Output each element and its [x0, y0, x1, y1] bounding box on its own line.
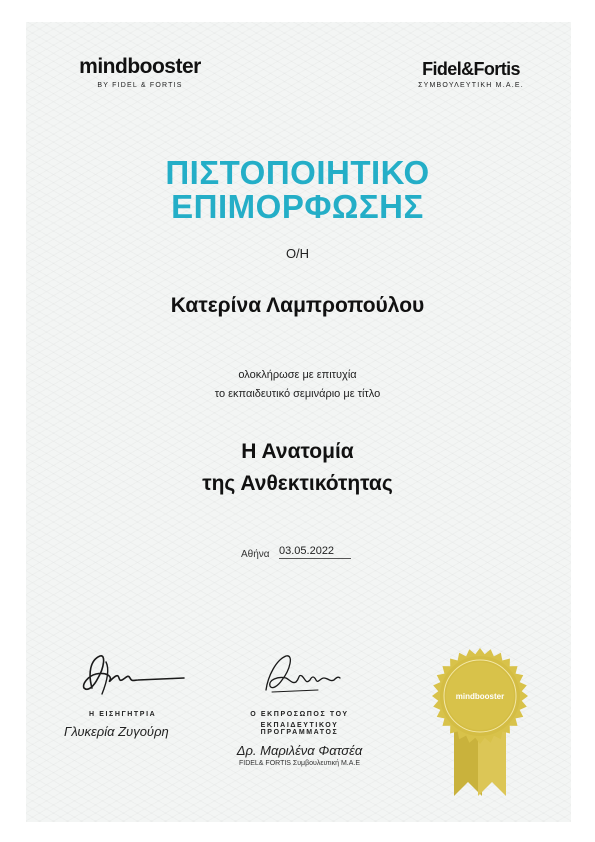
instructor-name: Γλυκερία Ζυγούρη [64, 724, 169, 739]
completion-text-line1: ολοκλήρωσε με επιτυχία [238, 369, 357, 381]
certificate-title-line2: ΕΠΙΜΟΡΦΩΣΗΣ [171, 188, 424, 225]
representative-role-line1: Ο ΕΚΠΡΟΣΩΠΟΣ ΤΟΥ [250, 711, 349, 718]
fidel-fortis-logo-mark: Fidel&Fortis [422, 59, 520, 79]
fidel-fortis-logo-tagline: ΣΥΜΒΟΥΛΕΥΤΙΚΗ Μ.Α.Ε. [418, 82, 524, 89]
mindbooster-logo [70, 56, 210, 89]
recipient-prefix: Ο/Η [285, 246, 310, 261]
instructor-role: Η ΕΙΣΗΓΗΤΡΙΑ [89, 711, 157, 718]
mindbooster-logo-mark: mindbooster [79, 55, 201, 78]
representative-name: Δρ. Μαριλένα Φατσέα [236, 743, 363, 758]
instructor-signature [76, 650, 196, 700]
fidel-fortis-logo [408, 60, 534, 89]
course-title-line1: Η Ανατομία [241, 440, 354, 463]
course-title-line2: της Ανθεκτικότητας [202, 472, 393, 495]
representative-role-line2: ΕΚΠΑΙΔΕΥΤΙΚΟΥ ΠΡΟΓΡΑΜΜΑΤΟΣ [260, 722, 339, 736]
representative-company: FIDEL& FORTIS Συμβουλευτική Μ.Α.Ε [238, 760, 361, 767]
gold-seal-ribbon-icon [424, 640, 536, 800]
recipient-name: Κατερίνα Λαμπροπούλου [170, 294, 425, 317]
mindbooster-logo-tagline: BY FIDEL & FORTIS [97, 82, 183, 89]
seal-text: mindbooster [455, 692, 505, 701]
certificate-title-line1: ΠΙΣΤΟΠΟΙΗΤΙΚΟ [165, 154, 430, 191]
issue-date: 03.05.2022 [279, 545, 351, 559]
representative-signature [258, 646, 348, 698]
place-label: Αθήνα [241, 549, 270, 560]
completion-text-line2: το εκπαιδευτικό σεμινάριο με τίτλο [214, 388, 381, 400]
